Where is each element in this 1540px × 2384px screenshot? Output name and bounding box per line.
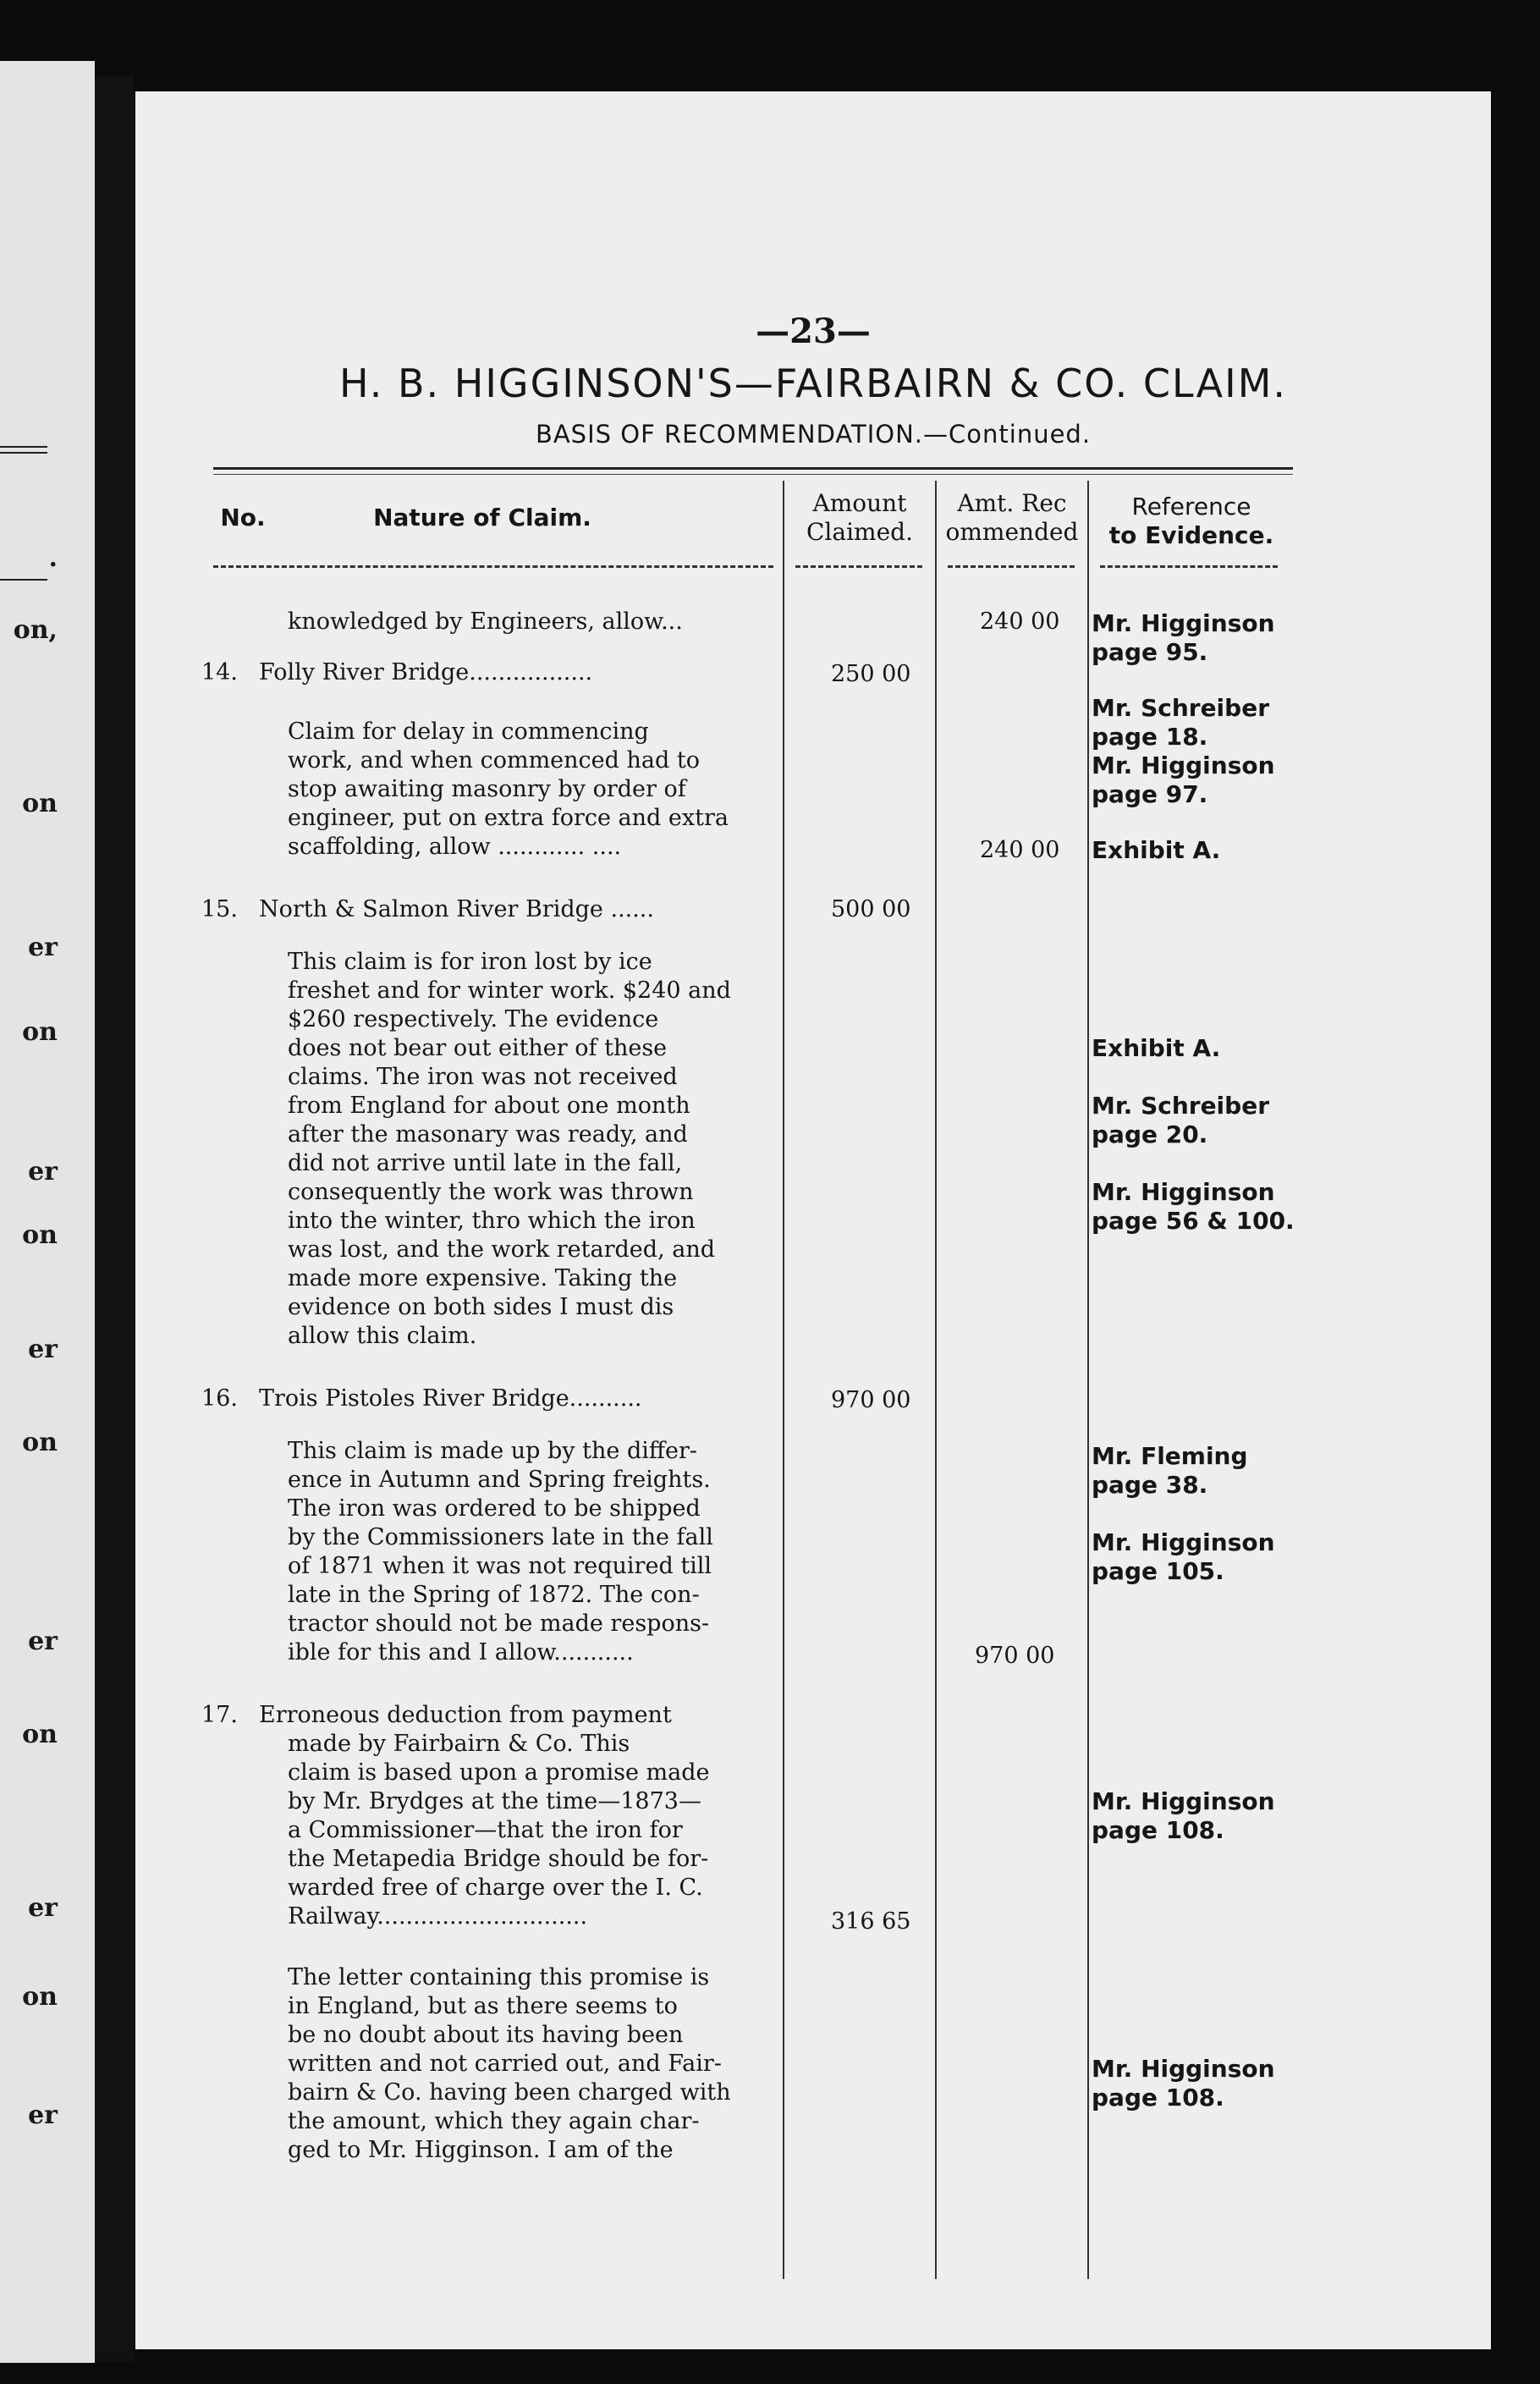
claim-description-line: by Mr. Brydges at the time—1873— [288, 1788, 701, 1814]
amount-recommended: 240 00 [980, 837, 1060, 863]
claim-description-line: The letter containing this promise is [288, 1964, 710, 1990]
claim-description-line: ible for this and I allow........... [288, 1639, 634, 1665]
claim-number: 15. [201, 896, 238, 922]
divider [0, 446, 47, 448]
claim-description-line: work, and when commenced had to [288, 747, 700, 774]
margin-fragment: er [28, 1627, 58, 1656]
claim-description-line: the amount, which they again char- [288, 2108, 700, 2134]
claim-description-line: ence in Autumn and Spring freights. [288, 1467, 711, 1493]
evidence-reference: page 108. [1092, 1816, 1224, 1844]
evidence-reference: Exhibit A. [1092, 836, 1221, 864]
page-number: —23— [756, 311, 871, 351]
divider [1100, 565, 1278, 568]
evidence-reference: Exhibit A. [1092, 1034, 1221, 1062]
evidence-reference: Mr. Schreiber [1092, 694, 1269, 722]
claim-description-line: be no doubt about its having been [288, 2022, 684, 2048]
divider [948, 565, 1075, 568]
evidence-reference: page 97. [1092, 780, 1208, 808]
claim-description-line: This claim is made up by the differ- [288, 1438, 698, 1464]
margin-fragment: on [22, 789, 58, 818]
divider [213, 474, 1293, 475]
divider [0, 452, 47, 454]
margin-fragment: er [28, 1157, 58, 1186]
claim-description-line: allow this claim. [288, 1323, 477, 1349]
claim-description-line: of 1871 when it was not required till [288, 1553, 712, 1579]
claim-description-line: engineer, put on extra force and extra [288, 805, 729, 831]
claim-description-line: ged to Mr. Higginson. I am of the [288, 2137, 674, 2163]
claim-description-line: does not bear out either of these [288, 1035, 668, 1061]
claim-description-line: did not arrive until late in the fall, [288, 1150, 683, 1176]
evidence-reference: page 18. [1092, 723, 1208, 751]
facing-page-strip [0, 61, 95, 2363]
claim-description-line: $260 respectively. The evidence [288, 1006, 659, 1032]
header-reference: Reference to Evidence. [1108, 493, 1274, 549]
claim-description-line: warded free of charge over the I. C. [288, 1875, 703, 1901]
claim-description-line: into the winter, thro which the iron [288, 1208, 696, 1234]
amount-claimed: 316 65 [831, 1908, 911, 1935]
margin-fragment: er [28, 933, 58, 962]
claim-description-line: This claim is for iron lost by ice [288, 949, 652, 975]
divider [213, 565, 773, 568]
claim-item: Folly River Bridge................. [259, 659, 593, 685]
claim-description-line: bairn & Co. having been charged with [288, 2079, 731, 2106]
margin-fragment: on, [13, 615, 58, 645]
header-nature: Nature of Claim. [373, 504, 591, 531]
header-amount-claimed: Amount Claimed. [806, 489, 913, 546]
claim-description-line: the Metapedia Bridge should be for- [288, 1846, 709, 1872]
claim-description-line: claims. The iron was not received [288, 1064, 678, 1090]
evidence-reference: Mr. Fleming [1092, 1442, 1248, 1470]
margin-fragment: on [22, 1220, 58, 1250]
evidence-reference: page 108. [1092, 2084, 1224, 2111]
claim-item: North & Salmon River Bridge ...... [259, 896, 654, 922]
margin-fragment: on [22, 1017, 58, 1047]
evidence-reference: Mr. Higginson [1092, 1528, 1275, 1556]
claim-description-line: claim is based upon a promise made [288, 1759, 710, 1786]
document-page [135, 91, 1491, 2349]
margin-fragment: . [48, 543, 58, 573]
claim-description-line: written and not carried out, and Fair- [288, 2051, 722, 2077]
claim-description-line: tractor should not be made respons- [288, 1610, 710, 1637]
claim-number: 16. [201, 1385, 238, 1412]
evidence-reference: Mr. Schreiber [1092, 1092, 1269, 1120]
amount-claimed: 250 00 [831, 661, 911, 687]
evidence-reference: Mr. Higginson [1092, 1787, 1275, 1815]
amount-recommended: 240 00 [980, 608, 1060, 635]
claim-number: 17. [201, 1702, 238, 1728]
claim-description-line: was lost, and the work retarded, and [288, 1236, 715, 1263]
claim-description-line: stop awaiting masonry by order of [288, 776, 686, 802]
claim-description-line: Claim for delay in commencing [288, 719, 649, 745]
claim-description-line: made more expensive. Taking the [288, 1265, 678, 1291]
page-title: H. B. HIGGINSON'S—FAIRBAIRN & CO. CLAIM. [338, 361, 1288, 406]
claim-description-line: from England for about one month [288, 1093, 690, 1119]
column-divider [1087, 481, 1089, 2279]
claim-description-line: Railway............................. [288, 1903, 588, 1930]
amount-recommended: 970 00 [975, 1643, 1055, 1669]
claim-description-line: Erroneous deduction from payment [259, 1702, 672, 1728]
amount-claimed: 500 00 [831, 896, 911, 922]
evidence-reference: page 20. [1092, 1120, 1208, 1148]
claim-description-line: by the Commissioners late in the fall [288, 1524, 713, 1550]
divider [0, 579, 47, 581]
evidence-reference: page 95. [1092, 638, 1208, 666]
book-gutter [95, 76, 134, 2361]
margin-fragment: er [28, 1335, 58, 1364]
evidence-reference: Mr. Higginson [1092, 609, 1275, 637]
evidence-reference: Mr. Higginson [1092, 2055, 1275, 2083]
divider [213, 467, 1293, 470]
amount-claimed: 970 00 [831, 1387, 911, 1413]
claim-description-line: after the masonary was ready, and [288, 1121, 688, 1148]
claim-description-line: scaffolding, allow ............ .... [288, 834, 622, 860]
claim-item: Trois Pistoles River Bridge.......... [259, 1385, 642, 1412]
evidence-reference: page 105. [1092, 1557, 1224, 1585]
claim-description-line: made by Fairbairn & Co. This [288, 1731, 630, 1757]
margin-fragment: er [28, 2100, 58, 2130]
evidence-reference: page 38. [1092, 1471, 1208, 1499]
evidence-reference: Mr. Higginson [1092, 1178, 1275, 1206]
claim-text: knowledged by Engineers, allow... [288, 608, 683, 635]
header-no: No. [220, 504, 266, 531]
claim-description-line: late in the Spring of 1872. The con- [288, 1582, 700, 1608]
header-amount-recommended: Amt. Rec ommended [945, 489, 1079, 546]
claim-description-line: The iron was ordered to be shipped [288, 1495, 701, 1522]
margin-fragment: on [22, 1428, 58, 1457]
claim-number: 14. [201, 659, 238, 685]
evidence-reference: Mr. Higginson [1092, 752, 1275, 779]
claim-description-line: consequently the work was thrown [288, 1179, 694, 1205]
margin-fragment: er [28, 1893, 58, 1923]
claim-description-line: freshet and for winter work. $240 and [288, 977, 731, 1004]
column-divider [935, 481, 937, 2279]
column-divider [783, 481, 784, 2279]
claim-description-line: a Commissioner—that the iron for [288, 1817, 683, 1843]
evidence-reference: page 56 & 100. [1092, 1207, 1295, 1235]
margin-fragment: on [22, 1982, 58, 2012]
divider [795, 565, 922, 568]
page-subtitle: BASIS OF RECOMMENDATION.—Continued. [535, 420, 1092, 449]
margin-fragment: on [22, 1720, 58, 1749]
claim-description-line: evidence on both sides I must dis [288, 1294, 674, 1320]
claim-description-line: in England, but as there seems to [288, 1993, 678, 2019]
